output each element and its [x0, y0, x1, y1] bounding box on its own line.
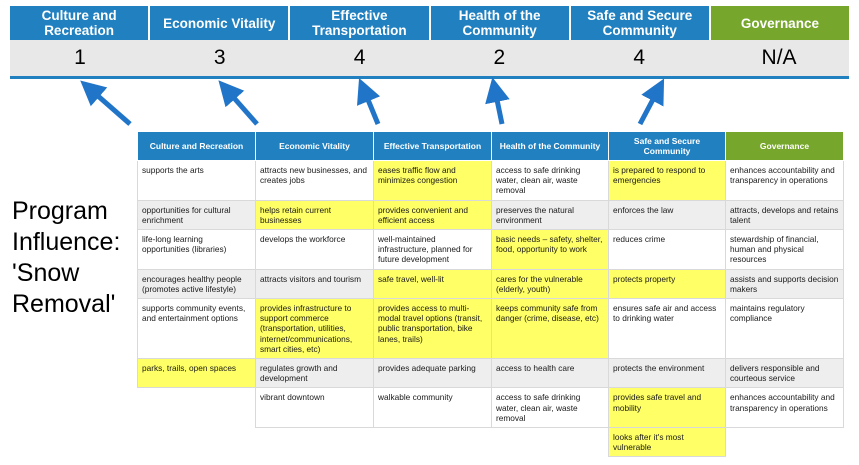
matrix-cell: enforces the law	[609, 200, 726, 229]
score-band	[10, 40, 849, 76]
caption-line-2: Influence:	[12, 228, 121, 256]
score-governance: N/A	[761, 46, 797, 69]
matrix-header-economic-vitality: Economic Vitality	[256, 132, 374, 161]
matrix-cell: supports community events, and entertainment options	[138, 299, 256, 359]
table-row	[138, 428, 844, 457]
table-row	[138, 230, 844, 270]
table-row	[138, 269, 844, 298]
matrix-cell: access to safe drinking water, clean air, waste removal	[492, 388, 609, 428]
matrix-header-culture-and-recreation: Culture and Recreation	[138, 132, 256, 161]
scorecard-header-band	[10, 6, 849, 40]
matrix-cell: parks, trails, open spaces	[138, 359, 256, 388]
score-link-arrow-2	[215, 82, 270, 128]
matrix-header-health-of-the-community: Health of the Community	[492, 132, 609, 161]
matrix-cell: protects property	[609, 269, 726, 298]
matrix-cell: preserves the natural environment	[492, 200, 609, 229]
matrix-cell: attracts visitors and tourism	[256, 269, 374, 298]
matrix-cell: provides convenient and efficient access	[374, 200, 492, 229]
header-health-of-the-community: Health of the Community	[431, 6, 571, 40]
score-link-arrow-1	[78, 82, 138, 128]
header-economic-vitality: Economic Vitality	[150, 6, 290, 40]
matrix-cell: attracts new businesses, and creates jobs	[256, 161, 374, 201]
matrix-cell: assists and supports decision makers	[726, 269, 844, 298]
matrix-cell: eases traffic flow and minimizes congestion	[374, 161, 492, 201]
table-row	[138, 359, 844, 388]
caption-line-3: 'Snow	[12, 259, 80, 287]
matrix-cell: life-long learning opportunities (libraries)	[138, 230, 256, 270]
matrix-cell: stewardship of financial, human and physical resources	[726, 230, 844, 270]
score-safe-and-secure-community: 4	[633, 46, 646, 69]
score-culture-and-recreation: 1	[74, 46, 86, 69]
score-economic-vitality: 3	[213, 46, 226, 69]
matrix-cell: provides infrastructure to support commerce (transportation, utilities, internet/communications, smart cities, etc)	[256, 299, 374, 359]
matrix-cell: attracts, develops and retains talent	[726, 200, 844, 229]
matrix-cell: develops the workforce	[256, 230, 374, 270]
score-link-arrow-4	[484, 82, 520, 128]
matrix-cell	[138, 428, 256, 457]
matrix-cell: enhances accountability and transparency in operations	[726, 388, 844, 428]
matrix-cell: enhances accountability and transparency in operations	[726, 161, 844, 201]
table-row	[138, 161, 844, 201]
matrix-cell	[138, 388, 256, 428]
matrix-cell: protects the environment	[609, 359, 726, 388]
matrix-cell: provides access to multi-modal travel options (transit, public transportation, bike lanes, trails)	[374, 299, 492, 359]
matrix-cell: cares for the vulnerable (elderly, youth)	[492, 269, 609, 298]
score-link-arrow-3	[352, 82, 392, 128]
matrix-header-row	[138, 132, 844, 161]
matrix-cell: maintains regulatory compliance	[726, 299, 844, 359]
matrix-cell: provides safe travel and mobility	[609, 388, 726, 428]
matrix-cell: keeps community safe from danger (crime, disease, etc)	[492, 299, 609, 359]
matrix-cell: is prepared to respond to emergencies	[609, 161, 726, 201]
matrix-cell	[726, 428, 844, 457]
matrix-cell: delivers responsible and courteous service	[726, 359, 844, 388]
header-culture-and-recreation: Culture and Recreation	[10, 6, 150, 40]
caption-line-1: Program	[12, 197, 108, 225]
influence-matrix	[137, 131, 844, 457]
matrix-cell: opportunities for cultural enrichment	[138, 200, 256, 229]
matrix-cell: walkable community	[374, 388, 492, 428]
header-governance: Governance	[711, 6, 849, 40]
matrix-cell: safe travel, well-lit	[374, 269, 492, 298]
matrix-cell: access to health care	[492, 359, 609, 388]
matrix-cell: provides adequate parking	[374, 359, 492, 388]
header-safe-and-secure-community: Safe and Secure Community	[571, 6, 711, 40]
matrix-cell: encourages healthy people (promotes active lifestyle)	[138, 269, 256, 298]
score-band-underline	[10, 76, 849, 79]
score-effective-transportation: 4	[353, 46, 366, 69]
matrix-cell: looks after it's most vulnerable	[609, 428, 726, 457]
matrix-cell: basic needs – safety, shelter, food, opportunity to work	[492, 230, 609, 270]
matrix-cell	[374, 428, 492, 457]
matrix-cell: regulates growth and development	[256, 359, 374, 388]
score-health-of-the-community: 2	[493, 46, 506, 69]
matrix-cell: helps retain current businesses	[256, 200, 374, 229]
table-row	[138, 299, 844, 359]
matrix-header-effective-transportation: Effective Transportation	[374, 132, 492, 161]
table-row	[138, 388, 844, 428]
score-link-arrow-5	[628, 82, 672, 128]
matrix-header-governance: Governance	[726, 132, 844, 161]
program-influence-caption	[12, 196, 137, 320]
matrix-cell	[256, 428, 374, 457]
matrix-cell	[492, 428, 609, 457]
matrix-cell: access to safe drinking water, clean air, waste removal	[492, 161, 609, 201]
matrix-cell: vibrant downtown	[256, 388, 374, 428]
matrix-cell: ensures safe air and access to drinking water	[609, 299, 726, 359]
matrix-cell: well-maintained infrastructure, planned for future development	[374, 230, 492, 270]
header-effective-transportation: Effective Transportation	[290, 6, 430, 40]
caption-line-4: Removal'	[12, 290, 116, 318]
matrix-header-safe-and-secure-community: Safe and Secure Community	[609, 132, 726, 161]
matrix-cell: reduces crime	[609, 230, 726, 270]
table-row	[138, 200, 844, 229]
matrix-cell: supports the arts	[138, 161, 256, 201]
